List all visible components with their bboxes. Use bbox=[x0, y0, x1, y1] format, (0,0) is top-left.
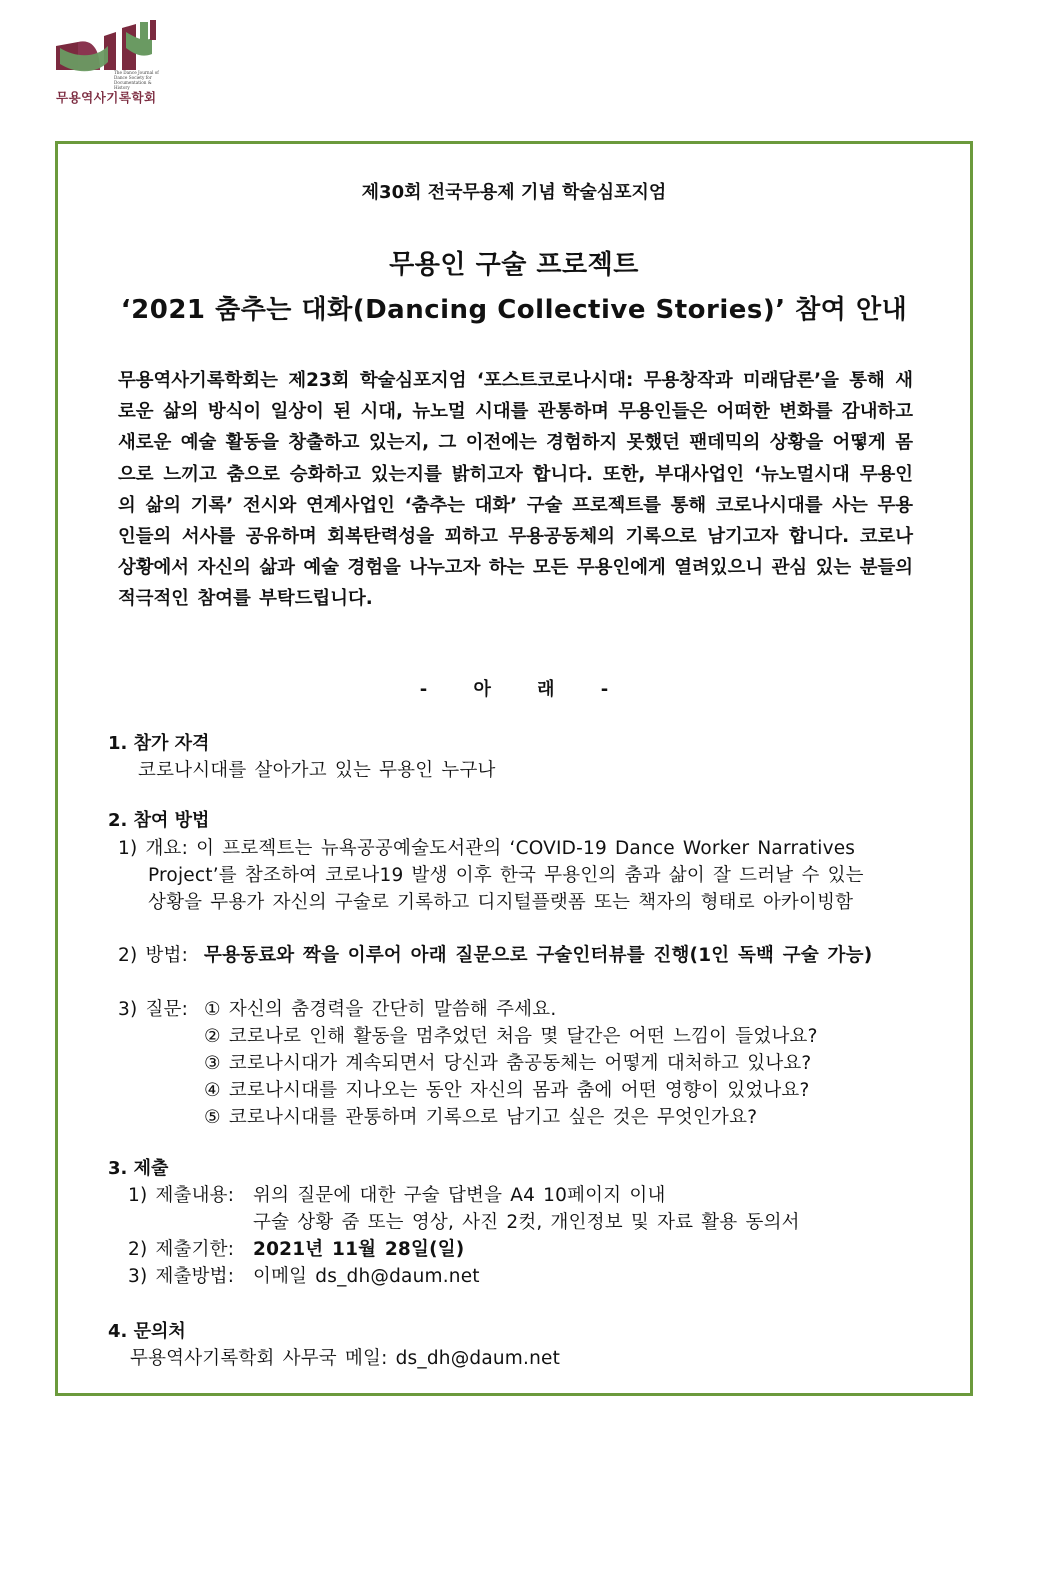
submission-deadline-value: 2021년 11월 28일(일) bbox=[253, 1239, 465, 1260]
submission-method-value: 이메일 ds_dh@daum.net bbox=[253, 1266, 480, 1287]
questions-label: 3) 질문: bbox=[118, 999, 189, 1020]
method-text: 무용동료와 짝을 이루어 아래 질문으로 구술인터뷰를 진행(1인 독백 구술 가능) bbox=[204, 945, 873, 966]
question-item: ⑤ 코로나시대를 관통하며 기록으로 남기고 싶은 것은 무엇인가요? bbox=[204, 1107, 758, 1128]
page-title: 무용인 구술 프로젝트 bbox=[389, 250, 639, 280]
logo-caption-line: Documentation & History bbox=[114, 80, 152, 90]
eligibility-text: 코로나시대를 살아가고 있는 무용인 누구나 bbox=[138, 760, 496, 781]
submission-deadline-label: 2) 제출기한: bbox=[128, 1239, 235, 1260]
submission-method-label: 3) 제출방법: bbox=[128, 1266, 235, 1287]
section-heading-eligibility: 1. 참가 자격 bbox=[108, 733, 210, 754]
overview-line: 1) 개요: 이 프로젝트는 뉴욕공공예술도서관의 ‘COVID-19 Dance Worker Narratives bbox=[118, 838, 856, 859]
logo-caption-line: The Dance Journal of bbox=[114, 70, 159, 75]
notice-frame bbox=[55, 141, 973, 1396]
section-heading-contact: 4. 문의처 bbox=[108, 1321, 186, 1342]
page-title-line2: ‘2021 춤추는 대화(Dancing Collective Stories)’ 참여 안내 bbox=[120, 295, 908, 325]
overview-line: 상황을 무용가 자신의 구술로 기록하고 디지털플랫폼 또는 책자의 형태로 아카이빙함 bbox=[148, 892, 854, 913]
method-label: 2) 방법: bbox=[118, 945, 189, 966]
submission-content-label: 1) 제출내용: bbox=[128, 1185, 235, 1206]
question-item: ② 코로나로 인해 활동을 멈추었던 처음 몇 달간은 어떤 느낌이 들었나요? bbox=[204, 1026, 818, 1047]
society-logo bbox=[56, 18, 160, 104]
section-heading-method: 2. 참여 방법 bbox=[108, 810, 210, 831]
notice-heading: - 아 래 - bbox=[419, 679, 609, 700]
question-item: ① 자신의 춤경력을 간단히 말씀해 주세요. bbox=[204, 999, 557, 1020]
logo-caption bbox=[114, 70, 160, 90]
logo-caption-line: Dance Society for bbox=[114, 75, 152, 80]
event-subtitle: 제30회 전국무용제 기념 학술심포지엄 bbox=[361, 182, 667, 203]
overview-line: Project’를 참조하여 코로나19 발생 이후 한국 무용인의 춤과 삶이 잘 드러날 수 있는 bbox=[148, 865, 864, 886]
question-item: ④ 코로나시대를 지나오는 동안 자신의 몸과 춤에 어떤 영향이 있었나요? bbox=[204, 1080, 810, 1101]
contact-text: 무용역사기록학회 사무국 메일: ds_dh@daum.net bbox=[130, 1348, 561, 1369]
section-heading-submission: 3. 제출 bbox=[108, 1158, 169, 1179]
intro-paragraph: 무용역사기록학회는 제23회 학술심포지엄 ‘포스트코로나시대: 무용창작과 미래담론’을 통해 새로운 삶의 방식이 일상이 된 시대, 뉴노멀 시대를 관통하며 무용인들은 어떠한 변화를 감내하고 새로운 예술 활동을 창출하고 있는지, 그 이전에는 경험하지 못했던 팬데믹의 상황을 어떻게 몸으로 느끼고 춤으로 승화하고 있는지를 밝히고자 합니다. 또한, 부대사업인 ‘뉴노멀시대 무용인의 삶의 기록’ 전시와 연계사업인 ‘춤추는 대화’ 구술 프로젝트를 통해 코로나시대를 사는 무용인들의 서사를 공유하며 회복탄력성을 꾀하고 무용공동체의 기록으로 남기고자 합니다. 코로나 상황에서 자신의 삶과 예술 경험을 나누고자 하는 모든 무용인에게 열려있으니 관심 있는 분들의 적극적인 참여를 부탁드립니다. bbox=[118, 370, 913, 610]
logo-society-name: 무용역사기록학회 bbox=[56, 90, 157, 105]
submission-content-text: 위의 질문에 대한 구술 답변을 A4 10페이지 이내 bbox=[253, 1185, 666, 1206]
question-item: ③ 코로나시대가 계속되면서 당신과 춤공동체는 어떻게 대처하고 있나요? bbox=[204, 1053, 812, 1074]
submission-content-text: 구술 상황 줌 또는 영상, 사진 2컷, 개인정보 및 자료 활용 동의서 bbox=[253, 1212, 800, 1233]
